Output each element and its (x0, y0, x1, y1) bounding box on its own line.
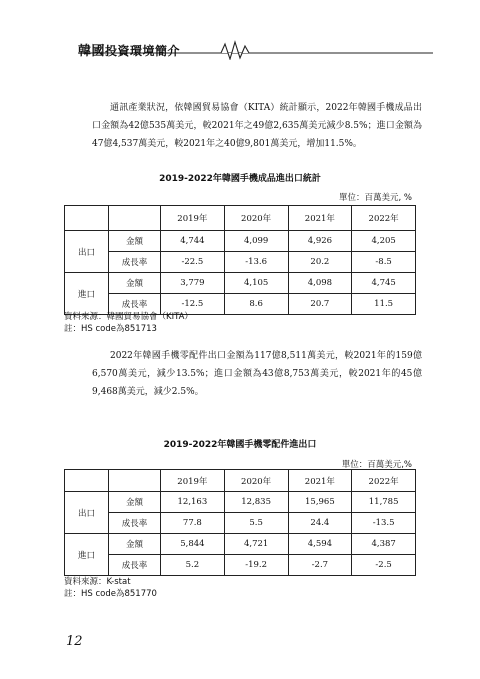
table-cell: -22.5 (161, 252, 225, 273)
table-cell: 4,721 (224, 534, 288, 555)
table-cell: -13.5 (352, 513, 416, 534)
row-label: 成長率 (109, 555, 161, 576)
table-cell: 8.6 (224, 294, 288, 315)
table-cell: 20.2 (288, 252, 352, 273)
page-number: 12 (66, 634, 83, 649)
table-cell: 3,779 (161, 273, 225, 294)
table-1-title: 2019-2022年韓國手機成品進出口統計 (159, 174, 321, 184)
page-header (78, 38, 433, 60)
column-header: 2020年 (224, 206, 288, 231)
table-row (65, 555, 416, 576)
table-cell: 4,387 (352, 534, 416, 555)
column-header: 2020年 (224, 470, 288, 492)
table-row (65, 252, 416, 273)
table-cell: 15,965 (288, 492, 352, 513)
table-1-unit: 單位：百萬美元, % (339, 193, 412, 203)
row-label: 金額 (109, 231, 161, 252)
column-header: 2022年 (352, 470, 416, 492)
header-title (78, 40, 180, 59)
table-cell: -8.5 (352, 252, 416, 273)
table-cell: 20.7 (288, 294, 352, 315)
row-label: 金額 (109, 273, 161, 294)
column-header: 2021年 (288, 470, 352, 492)
table-1 (64, 205, 416, 315)
table-cell: 11,785 (352, 492, 416, 513)
table-header-row (65, 206, 416, 231)
table-cell: 4,105 (224, 273, 288, 294)
table-cell: 4,099 (224, 231, 288, 252)
group-label-export: 出口 (65, 492, 109, 534)
table-2-note: 註：HS code為851770 (64, 589, 157, 599)
group-label-export: 出口 (65, 231, 109, 273)
table-1-note: 註：HS code為851713 (64, 324, 157, 334)
group-label-import: 進口 (65, 534, 109, 576)
table-row (65, 492, 416, 513)
header-title-main: 韓國 (78, 44, 106, 59)
group-label-import: 進口 (65, 273, 109, 315)
table-cell: 5,844 (161, 534, 225, 555)
table-2-source: 資料來源：K-stat (64, 577, 131, 587)
table-2-title: 2019-2022年韓國手機零配件進出口 (163, 440, 317, 450)
table-cell: 5.5 (224, 513, 288, 534)
table-row (65, 231, 416, 252)
table-cell: 4,098 (288, 273, 352, 294)
table-row (65, 513, 416, 534)
table-cell: 5.2 (161, 555, 225, 576)
table-cell: -2.5 (352, 555, 416, 576)
table-row (65, 273, 416, 294)
table-cell: 4,594 (288, 534, 352, 555)
header-title-rest: 投資環境簡介 (105, 44, 181, 58)
column-header: 2019年 (161, 206, 225, 231)
paragraph-2: 2022年韓國手機零配件出口金額為117億8,511萬美元，較2021年的159億6,570萬美元，減少13.5%；進口金額為43億8,753萬美元，較2021年的45億9,468萬美元，減少2.5%。 (92, 351, 422, 397)
row-label: 金額 (109, 492, 161, 513)
table-cell: 4,745 (352, 273, 416, 294)
table-cell: 4,926 (288, 231, 352, 252)
table-cell: -12.5 (161, 294, 225, 315)
paragraph-1: 通訊產業狀況，依韓國貿易協會（KITA）統計顯示，2022年韓國手機成品出口金額為42億535萬美元，較2021年之49億2,635萬美元減少8.5%；進口金額為47億4,537萬美元，較2021年之40億9,801萬美元，增加11.5%。 (92, 103, 422, 149)
table-cell: 77.8 (161, 513, 225, 534)
header-blank-cell (65, 206, 109, 231)
table-cell: -13.6 (224, 252, 288, 273)
table-cell: 4,205 (352, 231, 416, 252)
column-header: 2021年 (288, 206, 352, 231)
row-label: 金額 (109, 534, 161, 555)
row-label: 成長率 (109, 252, 161, 273)
column-header: 2022年 (352, 206, 416, 231)
column-header: 2019年 (161, 470, 225, 492)
table-cell: -19.2 (224, 555, 288, 576)
table-row (65, 534, 416, 555)
header-blank-cell (109, 206, 161, 231)
table-1-source: 資料來源：韓國貿易協會（KITA） (64, 312, 193, 322)
table-cell: 12,163 (161, 492, 225, 513)
header-blank-cell (65, 470, 109, 492)
table-cell: 24.4 (288, 513, 352, 534)
row-label: 成長率 (109, 513, 161, 534)
table-cell: 12,835 (224, 492, 288, 513)
table-2-unit: 單位：百萬美元,% (341, 460, 412, 470)
table-header-row (65, 470, 416, 492)
table-cell: 11.5 (352, 294, 416, 315)
table-cell: -2.7 (288, 555, 352, 576)
row-label: 成長率 (109, 294, 161, 315)
table-cell: 4,744 (161, 231, 225, 252)
table-2 (64, 469, 416, 576)
header-blank-cell (109, 470, 161, 492)
